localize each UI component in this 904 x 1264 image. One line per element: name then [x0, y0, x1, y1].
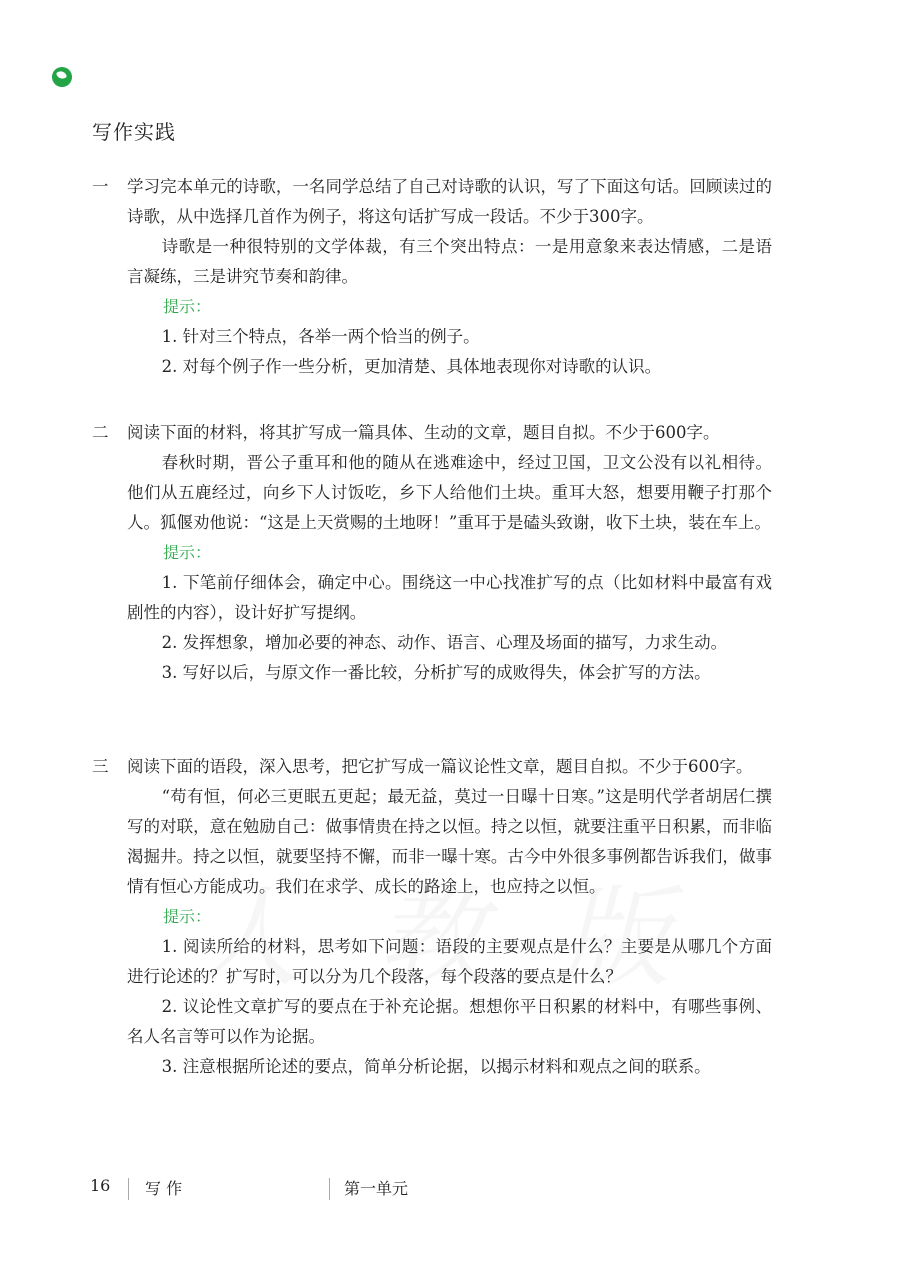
exercise-1 [92, 172, 772, 382]
publisher-logo-icon [52, 67, 72, 87]
hint-item: 2. 对每个例子作一些分析，更加清楚、具体地表现你对诗歌的认识。 [161, 357, 662, 376]
divider [128, 1178, 129, 1200]
hint-item: 2. 议论性文章扩写的要点在于补充论据。想想你平日积累的材料中，有哪些事例、名人名言等可以作为论据。 [127, 997, 772, 1046]
material-paragraph: 春秋时期，晋公子重耳和他的随从在逃难途中，经过卫国，卫文公没有以礼相待。他们从五鹿经过，向乡下人讨饭吃，乡下人给他们土块。重耳大怒，想要用鞭子打那个人。狐偃劝他说：“这是上天赏赐的土地呀！”重耳于是磕头致谢，收下土块，装在车上。 [127, 453, 772, 532]
hint-label: 提示： [163, 297, 212, 316]
footer-section: 写 作 [145, 1179, 183, 1198]
exercise-prompt: 阅读下面的材料，将其扩写成一篇具体、生动的文章，题目自拟。不少于600字。 [127, 423, 720, 442]
hint-item: 2. 发挥想象，增加必要的神态、动作、语言、心理及场面的描写，力求生动。 [161, 633, 728, 652]
hint-label: 提示： [163, 543, 212, 562]
exercise-number: 三 [92, 757, 109, 776]
divider [329, 1178, 330, 1200]
hint-item: 3. 注意根据所论述的要点，简单分析论据，以揭示材料和观点之间的联系。 [161, 1057, 711, 1076]
exercise-prompt: 学习完本单元的诗歌，一名同学总结了自己对诗歌的认识，写了下面这句话。回顾读过的诗歌，从中选择几首作为例子，将这句话扩写成一段话。不少于300字。 [127, 177, 772, 226]
hint-item: 3. 写好以后，与原文作一番比较，分析扩写的成败得失，体会扩写的方法。 [161, 663, 711, 682]
hint-label: 提示： [163, 907, 212, 926]
footer-unit: 第一单元 [344, 1179, 409, 1198]
hint-item: 1. 下笔前仔细体会，确定中心。围绕这一中心找准扩写的点（比如材料中最富有戏剧性的内容），设计好扩写提纲。 [127, 573, 772, 622]
page-title: 写作实践 [92, 120, 176, 144]
material-paragraph: “苟有恒，何必三更眠五更起；最无益，莫过一日曝十日寒。”这是明代学者胡居仁撰写的对联，意在勉励自己：做事情贵在持之以恒。持之以恒，就要注重平日积累，而非临渴掘井。持之以恒，就要坚持不懈，而非一曝十寒。古今中外很多事例都告诉我们，做事情有恒心方能成功。我们在求学、成长的路途上，也应持之以恒。 [127, 787, 772, 896]
material-paragraph: 诗歌是一种很特别的文学体裁，有三个突出特点：一是用意象来表达情感，二是语言凝练，三是讲究节奏和韵律。 [127, 237, 772, 286]
exercise-prompt: 阅读下面的语段，深入思考，把它扩写成一篇议论性文章，题目自拟。不少于600字。 [127, 757, 753, 776]
page-number: 16 [90, 1176, 111, 1195]
exercise-2 [92, 418, 772, 688]
exercise-3 [92, 752, 772, 1082]
exercise-number: 一 [92, 177, 109, 196]
hint-item: 1. 针对三个特点，各举一两个恰当的例子。 [161, 327, 480, 346]
exercise-number: 二 [92, 423, 109, 442]
hint-item: 1. 阅读所给的材料，思考如下问题：语段的主要观点是什么？主要是从哪几个方面进行论述的？扩写时，可以分为几个段落，每个段落的要点是什么？ [127, 937, 772, 986]
